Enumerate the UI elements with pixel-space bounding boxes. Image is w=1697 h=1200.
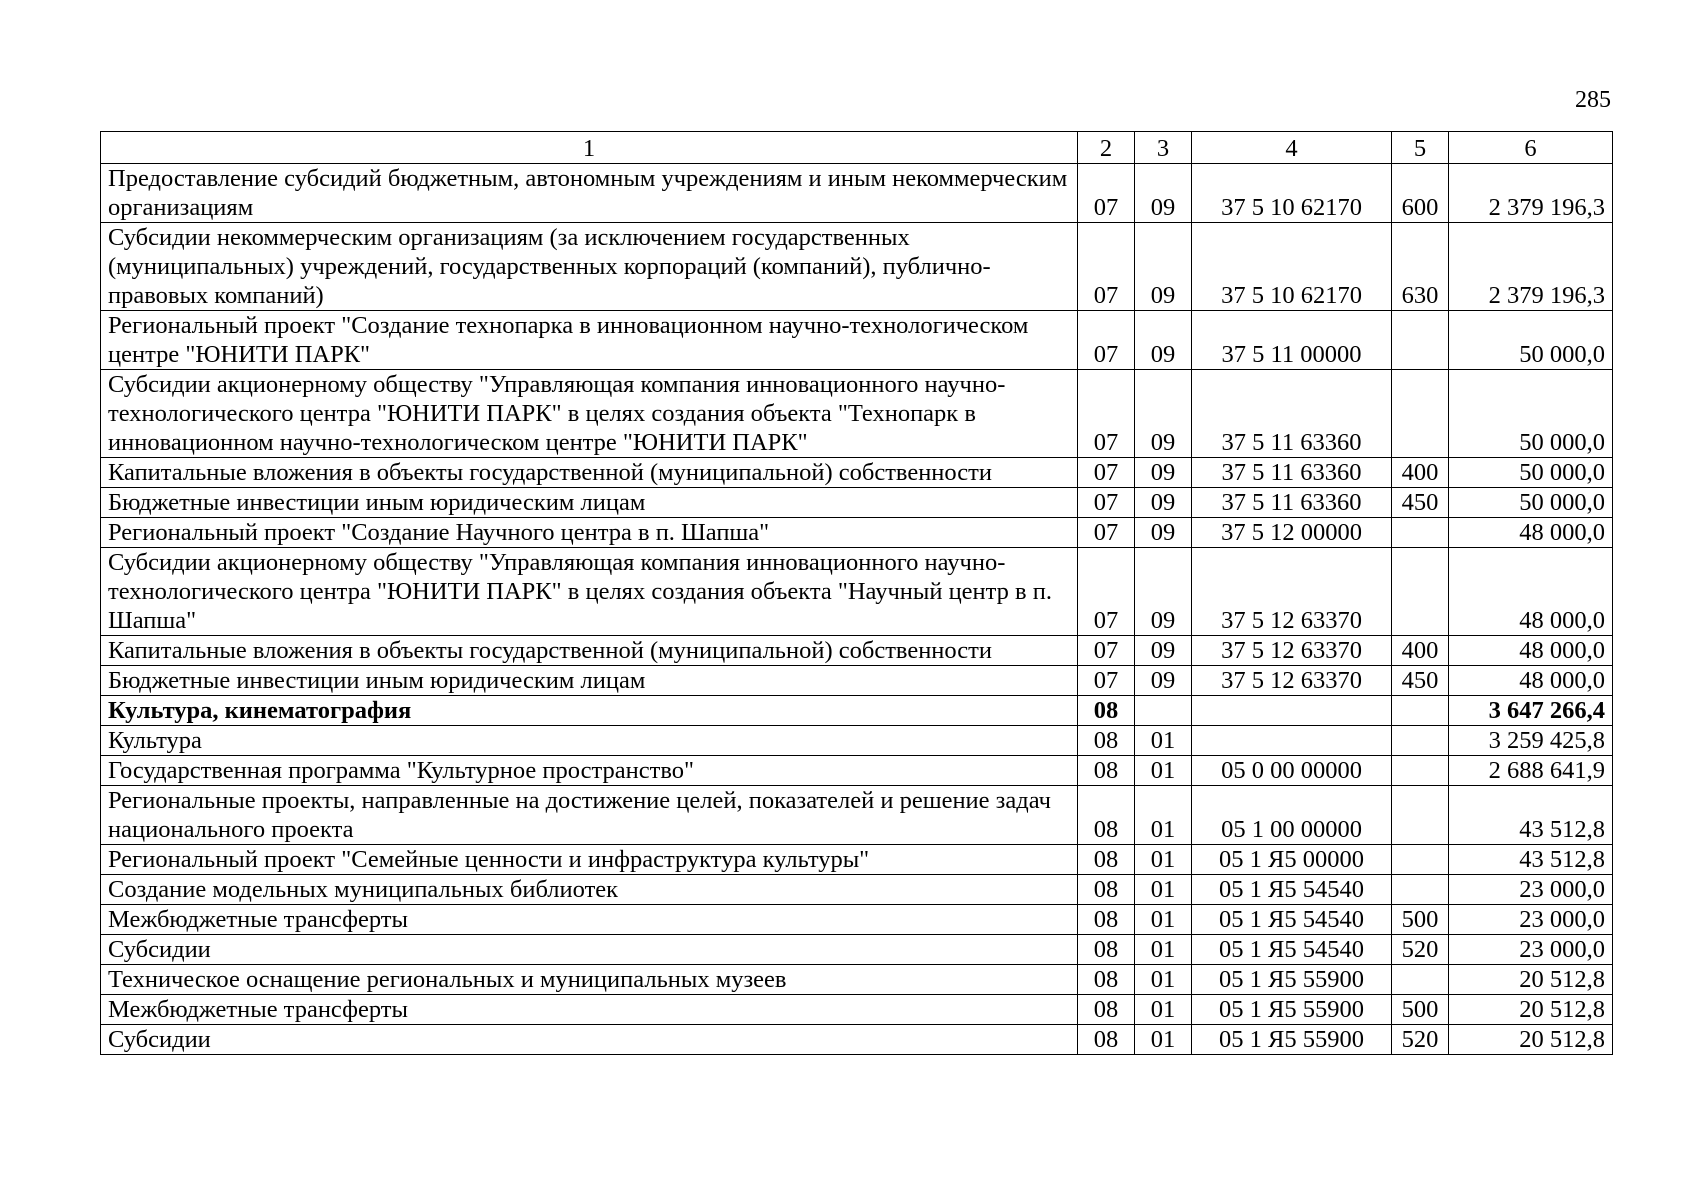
- expense-type-cell: 500: [1392, 905, 1449, 935]
- section-code-cell: 08: [1078, 696, 1135, 726]
- row-name-cell: Региональные проекты, направленные на достижение целей, показателей и решение задач национального проекта: [101, 786, 1078, 845]
- amount-cell: 48 000,0: [1449, 666, 1613, 696]
- row-name-cell: Региональный проект "Создание Научного центра в п. Шапша": [101, 518, 1078, 548]
- amount-cell: 50 000,0: [1449, 370, 1613, 458]
- expense-type-cell: [1392, 311, 1449, 370]
- subsection-code-cell: 09: [1135, 488, 1192, 518]
- target-article-cell: 05 1 Я5 55900: [1192, 995, 1392, 1025]
- subsection-code-cell: [1135, 696, 1192, 726]
- table-row: [101, 875, 1613, 905]
- expense-type-cell: [1392, 756, 1449, 786]
- header-row: [101, 132, 1613, 164]
- row-name-cell: Бюджетные инвестиции иным юридическим лицам: [101, 488, 1078, 518]
- amount-cell: 43 512,8: [1449, 786, 1613, 845]
- page-number: 285: [1575, 87, 1611, 113]
- table-row: [101, 636, 1613, 666]
- table-row: [101, 518, 1613, 548]
- expense-type-cell: [1392, 845, 1449, 875]
- section-code-cell: 07: [1078, 311, 1135, 370]
- target-article-cell: [1192, 726, 1392, 756]
- amount-cell: 2 379 196,3: [1449, 164, 1613, 223]
- target-article-cell: 05 1 Я5 54540: [1192, 935, 1392, 965]
- expense-type-cell: [1392, 370, 1449, 458]
- subsection-code-cell: 01: [1135, 875, 1192, 905]
- section-code-cell: 07: [1078, 370, 1135, 458]
- table-row: [101, 1025, 1613, 1055]
- table-row: [101, 845, 1613, 875]
- section-code-cell: 07: [1078, 548, 1135, 636]
- table-row: [101, 786, 1613, 845]
- section-code-cell: 08: [1078, 995, 1135, 1025]
- expense-type-cell: [1392, 548, 1449, 636]
- row-name-cell: Создание модельных муниципальных библиотек: [101, 875, 1078, 905]
- row-name-cell: Региональный проект "Создание технопарка в инновационном научно-технологическом центре "ЮНИТИ ПАРК": [101, 311, 1078, 370]
- target-article-cell: 05 1 Я5 55900: [1192, 1025, 1392, 1055]
- expense-type-cell: [1392, 726, 1449, 756]
- target-article-cell: 05 1 Я5 54540: [1192, 875, 1392, 905]
- subsection-code-cell: 09: [1135, 311, 1192, 370]
- header-cell: 5: [1392, 132, 1449, 164]
- expense-type-cell: 520: [1392, 1025, 1449, 1055]
- amount-cell: 2 688 641,9: [1449, 756, 1613, 786]
- row-name-cell: Бюджетные инвестиции иным юридическим лицам: [101, 666, 1078, 696]
- header-cell: 6: [1449, 132, 1613, 164]
- subsection-code-cell: 09: [1135, 164, 1192, 223]
- amount-cell: 50 000,0: [1449, 311, 1613, 370]
- row-name-cell: Субсидии: [101, 1025, 1078, 1055]
- section-code-cell: 07: [1078, 458, 1135, 488]
- target-article-cell: [1192, 696, 1392, 726]
- target-article-cell: 37 5 10 62170: [1192, 164, 1392, 223]
- header-cell: 4: [1192, 132, 1392, 164]
- subsection-code-cell: 01: [1135, 756, 1192, 786]
- subsection-code-cell: 09: [1135, 223, 1192, 311]
- amount-cell: 50 000,0: [1449, 458, 1613, 488]
- target-article-cell: 37 5 12 63370: [1192, 548, 1392, 636]
- amount-cell: 23 000,0: [1449, 875, 1613, 905]
- expense-type-cell: 520: [1392, 935, 1449, 965]
- table-row: [101, 370, 1613, 458]
- section-code-cell: 07: [1078, 518, 1135, 548]
- amount-cell: 20 512,8: [1449, 995, 1613, 1025]
- row-name-cell: Субсидии: [101, 935, 1078, 965]
- subsection-code-cell: 01: [1135, 845, 1192, 875]
- expense-type-cell: 600: [1392, 164, 1449, 223]
- row-name-cell: Капитальные вложения в объекты государственной (муниципальной) собственности: [101, 636, 1078, 666]
- amount-cell: 20 512,8: [1449, 1025, 1613, 1055]
- subsection-code-cell: 09: [1135, 548, 1192, 636]
- section-code-cell: 08: [1078, 935, 1135, 965]
- table-row: [101, 548, 1613, 636]
- subsection-code-cell: 01: [1135, 726, 1192, 756]
- section-code-cell: 07: [1078, 666, 1135, 696]
- subsection-code-cell: 01: [1135, 995, 1192, 1025]
- expense-type-cell: 400: [1392, 458, 1449, 488]
- section-code-cell: 08: [1078, 726, 1135, 756]
- amount-cell: 23 000,0: [1449, 905, 1613, 935]
- target-article-cell: 05 1 Я5 55900: [1192, 965, 1392, 995]
- subsection-code-cell: 09: [1135, 666, 1192, 696]
- header-cell: 2: [1078, 132, 1135, 164]
- target-article-cell: 37 5 12 63370: [1192, 666, 1392, 696]
- target-article-cell: 37 5 10 62170: [1192, 223, 1392, 311]
- expense-type-cell: [1392, 786, 1449, 845]
- row-name-cell: Субсидии некоммерческим организациям (за исключением государственных (муниципальных) учреждений, государственных корпораций (компаний), публично-правовых компаний): [101, 223, 1078, 311]
- target-article-cell: 37 5 12 00000: [1192, 518, 1392, 548]
- section-code-cell: 08: [1078, 1025, 1135, 1055]
- amount-cell: 48 000,0: [1449, 636, 1613, 666]
- table-row: [101, 666, 1613, 696]
- target-article-cell: 37 5 11 00000: [1192, 311, 1392, 370]
- subsection-code-cell: 09: [1135, 636, 1192, 666]
- row-name-cell: Техническое оснащение региональных и муниципальных музеев: [101, 965, 1078, 995]
- table-row: [101, 726, 1613, 756]
- table-row: [101, 311, 1613, 370]
- target-article-cell: 05 1 Я5 00000: [1192, 845, 1392, 875]
- row-name-cell: Региональный проект "Семейные ценности и инфраструктура культуры": [101, 845, 1078, 875]
- subsection-code-cell: 01: [1135, 786, 1192, 845]
- section-code-cell: 07: [1078, 636, 1135, 666]
- header-cell: 1: [101, 132, 1078, 164]
- expense-type-cell: 400: [1392, 636, 1449, 666]
- table-row: [101, 995, 1613, 1025]
- row-name-cell: Субсидии акционерному обществу "Управляющая компания инновационного научно-технологического центра "ЮНИТИ ПАРК" в целях создания объекта "Научный центр в п. Шапша": [101, 548, 1078, 636]
- row-name-cell: Капитальные вложения в объекты государственной (муниципальной) собственности: [101, 458, 1078, 488]
- row-name-cell: Субсидии акционерному обществу "Управляющая компания инновационного научно-технологического центра "ЮНИТИ ПАРК" в целях создания объекта "Технопарк в инновационном научно-технологическом центре "ЮНИТИ ПАРК": [101, 370, 1078, 458]
- table-row: [101, 935, 1613, 965]
- table-row: [101, 164, 1613, 223]
- expense-type-cell: 630: [1392, 223, 1449, 311]
- row-name-cell: Предоставление субсидий бюджетным, автономным учреждениям и иным некоммерческим организациям: [101, 164, 1078, 223]
- amount-cell: 43 512,8: [1449, 845, 1613, 875]
- row-name-cell: Культура, кинематография: [101, 696, 1078, 726]
- section-code-cell: 08: [1078, 875, 1135, 905]
- expense-type-cell: [1392, 696, 1449, 726]
- row-name-cell: Межбюджетные трансферты: [101, 905, 1078, 935]
- table-row: [101, 905, 1613, 935]
- row-name-cell: Культура: [101, 726, 1078, 756]
- expense-type-cell: [1392, 518, 1449, 548]
- table-row: [101, 223, 1613, 311]
- amount-cell: 48 000,0: [1449, 548, 1613, 636]
- amount-cell: 23 000,0: [1449, 935, 1613, 965]
- table-row: [101, 458, 1613, 488]
- amount-cell: 3 259 425,8: [1449, 726, 1613, 756]
- table-row: [101, 696, 1613, 726]
- target-article-cell: 37 5 11 63360: [1192, 370, 1392, 458]
- section-code-cell: 07: [1078, 488, 1135, 518]
- header-cell: 3: [1135, 132, 1192, 164]
- target-article-cell: 37 5 11 63360: [1192, 458, 1392, 488]
- subsection-code-cell: 01: [1135, 1025, 1192, 1055]
- subsection-code-cell: 09: [1135, 458, 1192, 488]
- target-article-cell: 05 1 Я5 54540: [1192, 905, 1392, 935]
- amount-cell: 2 379 196,3: [1449, 223, 1613, 311]
- row-name-cell: Государственная программа "Культурное пространство": [101, 756, 1078, 786]
- section-code-cell: 07: [1078, 164, 1135, 223]
- section-code-cell: 08: [1078, 756, 1135, 786]
- subsection-code-cell: 01: [1135, 965, 1192, 995]
- row-name-cell: Межбюджетные трансферты: [101, 995, 1078, 1025]
- subsection-code-cell: 01: [1135, 905, 1192, 935]
- expense-type-cell: [1392, 875, 1449, 905]
- amount-cell: 3 647 266,4: [1449, 696, 1613, 726]
- expense-type-cell: [1392, 965, 1449, 995]
- subsection-code-cell: 09: [1135, 370, 1192, 458]
- subsection-code-cell: 09: [1135, 518, 1192, 548]
- section-code-cell: 08: [1078, 845, 1135, 875]
- table-row: [101, 965, 1613, 995]
- table-row: [101, 488, 1613, 518]
- section-code-cell: 08: [1078, 786, 1135, 845]
- amount-cell: 20 512,8: [1449, 965, 1613, 995]
- expense-type-cell: 450: [1392, 666, 1449, 696]
- section-code-cell: 08: [1078, 965, 1135, 995]
- amount-cell: 48 000,0: [1449, 518, 1613, 548]
- target-article-cell: 05 1 00 00000: [1192, 786, 1392, 845]
- section-code-cell: 08: [1078, 905, 1135, 935]
- subsection-code-cell: 01: [1135, 935, 1192, 965]
- budget-table: [100, 131, 1613, 1055]
- target-article-cell: 05 0 00 00000: [1192, 756, 1392, 786]
- expense-type-cell: 450: [1392, 488, 1449, 518]
- section-code-cell: 07: [1078, 223, 1135, 311]
- target-article-cell: 37 5 12 63370: [1192, 636, 1392, 666]
- target-article-cell: 37 5 11 63360: [1192, 488, 1392, 518]
- expense-type-cell: 500: [1392, 995, 1449, 1025]
- table-row: [101, 756, 1613, 786]
- amount-cell: 50 000,0: [1449, 488, 1613, 518]
